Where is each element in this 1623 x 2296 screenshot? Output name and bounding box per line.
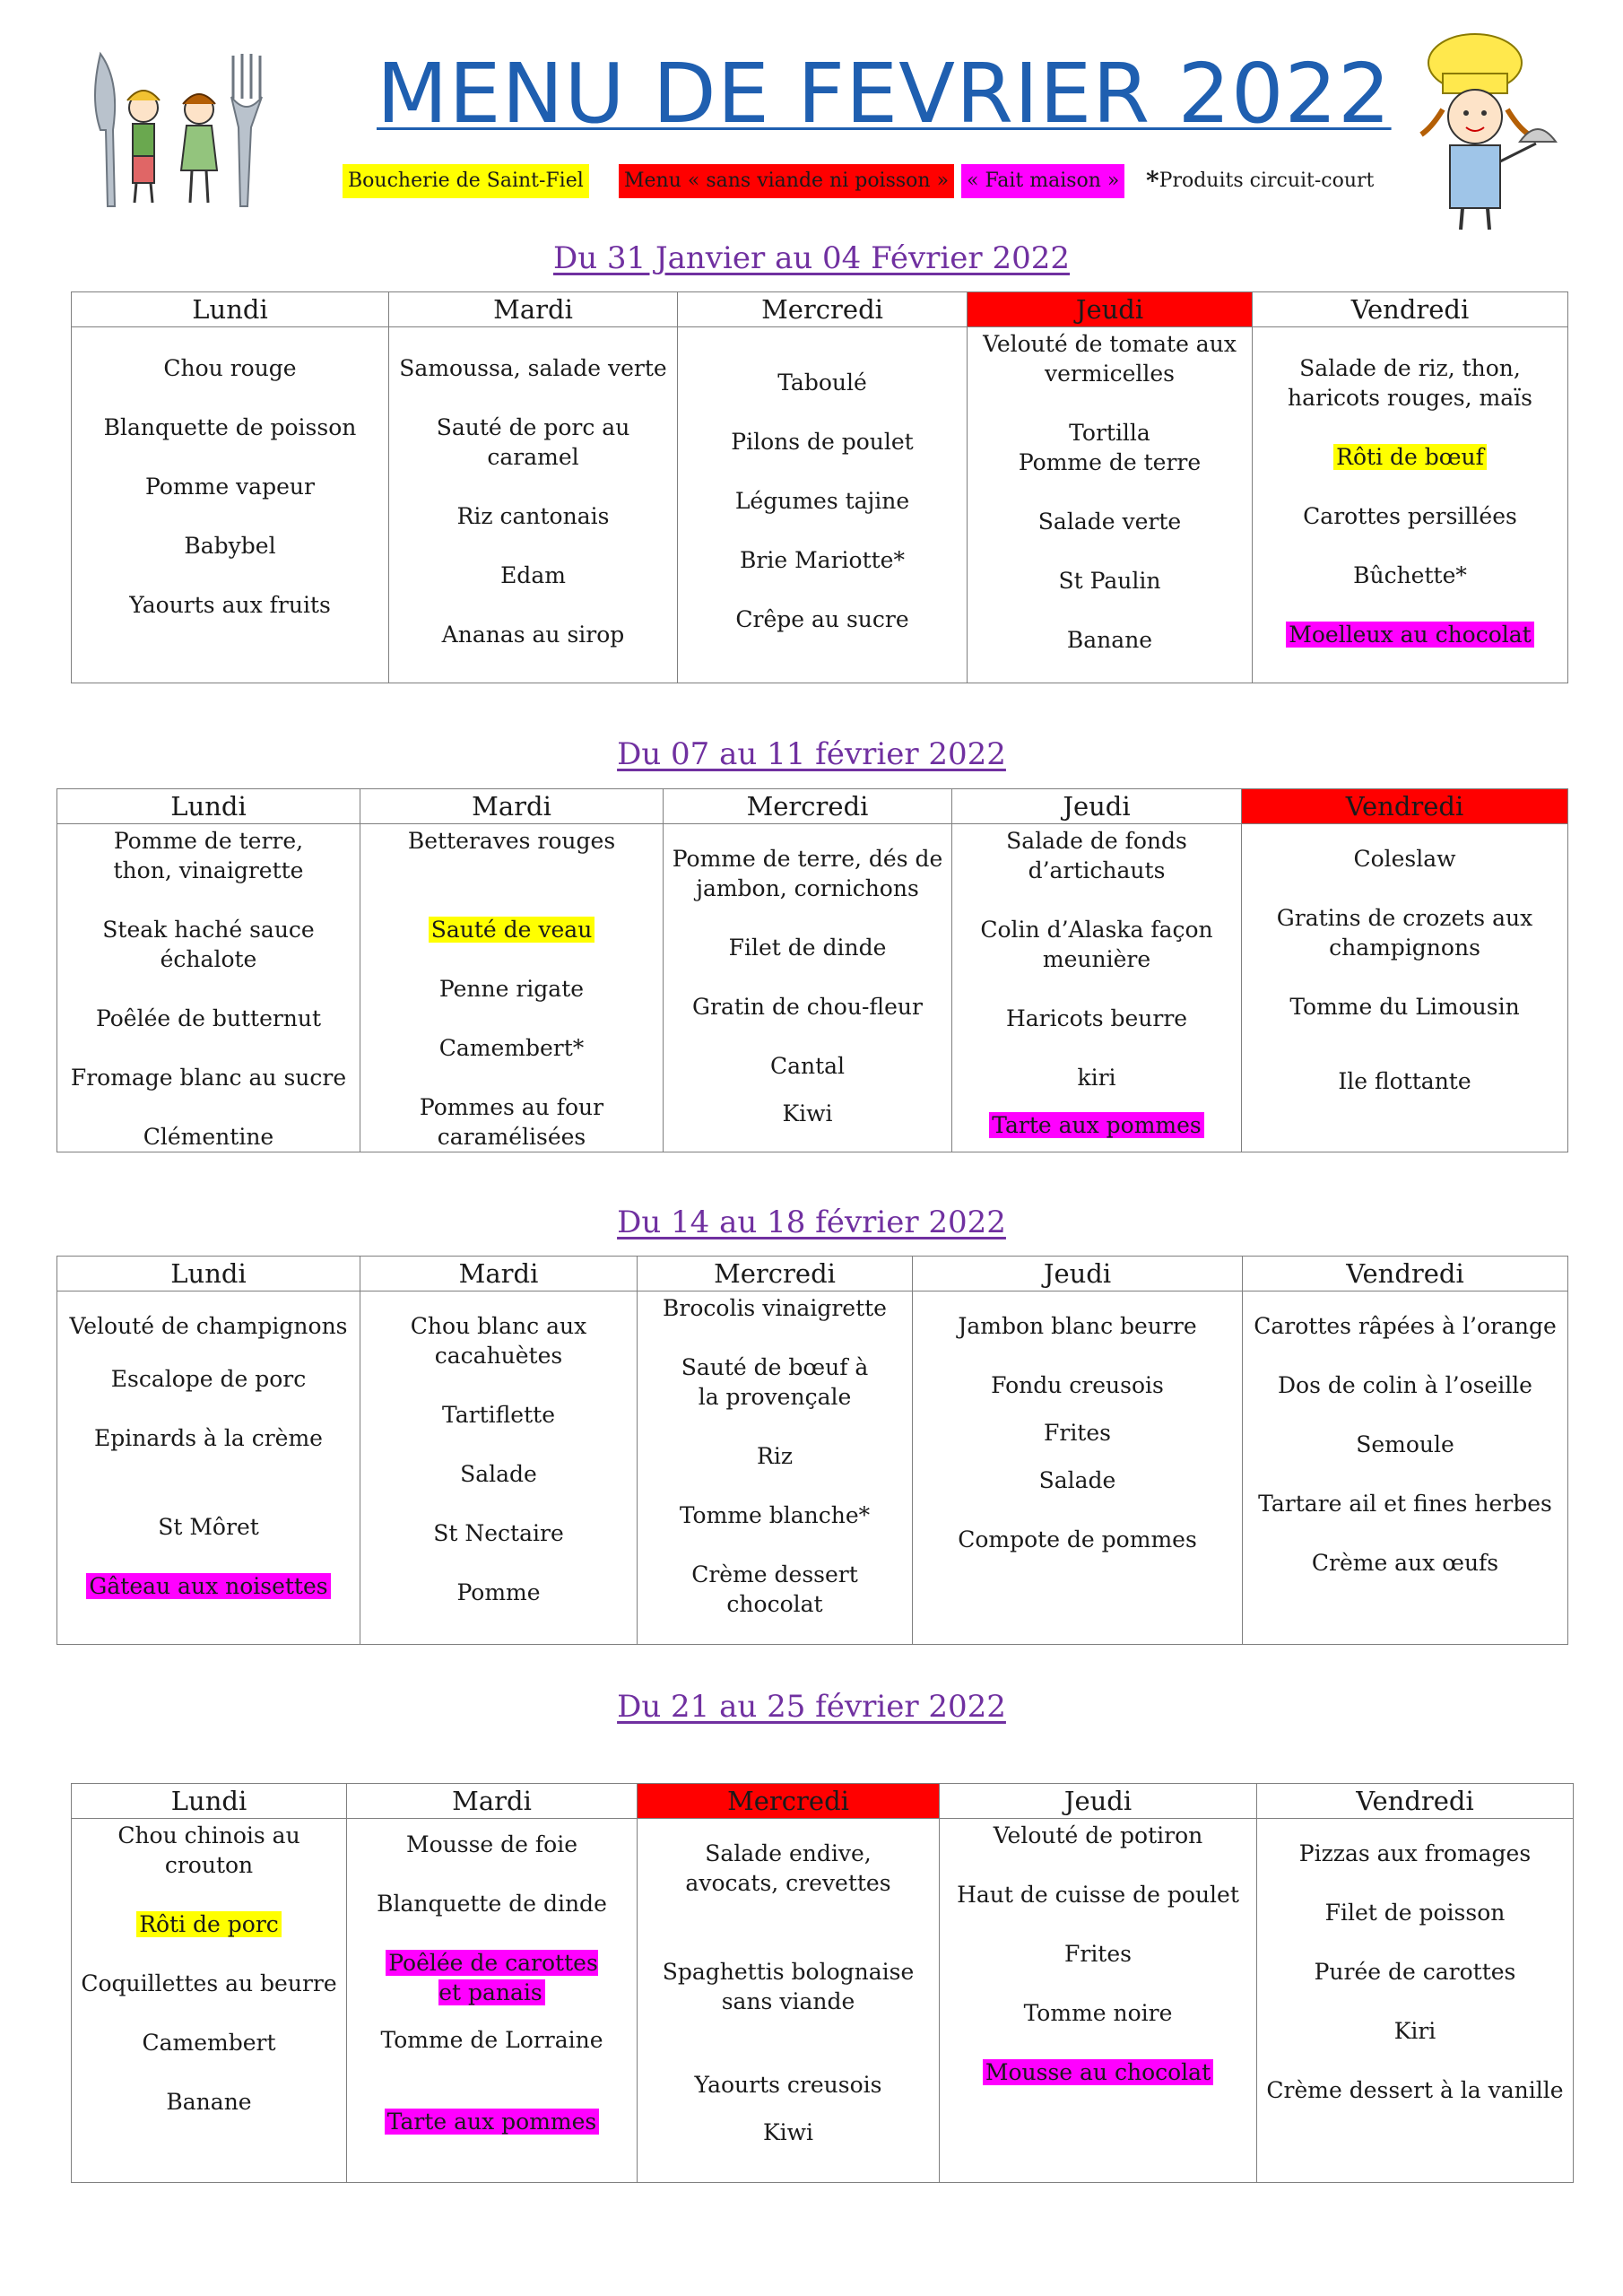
menu-item: Crêpe au sucre: [735, 606, 909, 632]
week-3-table: [56, 1256, 1568, 1645]
menu-item-fait-maison: Moelleux au chocolat: [1286, 622, 1533, 648]
menu-item: Crème dessert chocolat: [691, 1561, 858, 1617]
menu-item: Fromage blanc au sucre: [70, 1065, 347, 1091]
menu-item: Bûchette*: [1353, 562, 1467, 588]
week-1-table: [71, 291, 1568, 683]
menu-item: Betteraves rouges: [407, 828, 616, 854]
menu-item: Compote de pommes: [958, 1526, 1197, 1552]
menu-item: Colin d’Alaska façon meunière: [980, 917, 1213, 972]
menu-item: Chou blanc aux cacahuètes: [410, 1313, 587, 1369]
menu-cell: [913, 1292, 1243, 1645]
menu-cell: [389, 327, 678, 683]
menu-item: Tomme blanche*: [679, 1502, 871, 1528]
menu-item: Poêlée de butternut: [95, 1005, 322, 1031]
menu-item: Mousse de foie: [406, 1831, 577, 1857]
menu-item: Tomme de Lorraine: [380, 2027, 603, 2053]
legend-boucherie: Boucherie de Saint-Fiel: [343, 164, 589, 198]
menu-cell: [72, 327, 389, 683]
menu-item: Banane: [1066, 627, 1153, 653]
legend-circuit-court-label: Produits circuit-court: [1159, 170, 1375, 192]
menu-item: Chou rouge: [163, 355, 297, 381]
menu-item: Kiwi: [782, 1100, 833, 1126]
menu-item: Purée de carottes: [1314, 1959, 1516, 1985]
menu-item-fait-maison: Poêlée de carottes et panais: [386, 1950, 598, 2005]
menu-item: Taboulé: [777, 370, 867, 396]
menu-item: Tortilla: [1069, 420, 1150, 446]
menu-item-fait-maison: Tarte aux pommes: [385, 2109, 600, 2135]
day-header-mardi: Mardi: [360, 1257, 638, 1292]
menu-item: Crème dessert à la vanille: [1266, 2077, 1564, 2103]
menu-item: kiri: [1077, 1065, 1116, 1091]
menu-item: Salade: [460, 1461, 537, 1487]
day-header-vendredi: Vendredi: [1257, 1784, 1574, 1819]
menu-item: Semoule: [1356, 1431, 1454, 1457]
menu-item: Filet de dinde: [728, 935, 887, 961]
menu-item-boucherie: Rôti de bœuf: [1333, 444, 1487, 470]
legend-fait-maison: « Fait maison »: [961, 164, 1124, 198]
menu-cell: [1257, 1819, 1574, 2183]
menu-item: Sauté de porc au caramel: [436, 414, 630, 470]
day-header-jeudi: Jeudi: [913, 1257, 1243, 1292]
menu-item: Velouté de potiron: [993, 1822, 1203, 1848]
menu-item: Pomme vapeur: [145, 474, 315, 500]
menu-item: Crème aux œufs: [1311, 1550, 1499, 1576]
menu-item: Tartare ail et fines herbes: [1258, 1491, 1552, 1517]
menu-item: Riz: [757, 1443, 793, 1469]
chef-girl-illustration: [1385, 27, 1565, 233]
page-title: MENU DE FEVRIER 2022: [377, 46, 1392, 142]
menu-item: Pomme de terre: [1018, 449, 1202, 475]
menu-item-boucherie: Sauté de veau: [429, 917, 595, 943]
menu-item: Yaourts creusois: [694, 2072, 882, 2098]
menu-item: Cantal: [769, 1053, 846, 1079]
menu-item-fait-maison: Gâteau aux noisettes: [86, 1573, 330, 1599]
day-header-jeudi: Jeudi: [940, 1784, 1257, 1819]
day-header-vendredi: Vendredi: [1242, 789, 1568, 824]
menu-item: Ananas au sirop: [441, 622, 625, 648]
menu-item: Salade de fonds d’artichauts: [1006, 828, 1187, 883]
menu-item: Escalope de porc: [110, 1366, 307, 1392]
menu-item: Velouté de tomate aux vermicelles: [983, 331, 1237, 387]
menu-item: Blanquette de dinde: [377, 1891, 607, 1917]
day-header-mercredi: Mercredi: [678, 292, 968, 327]
menu-item: Carottes râpées à l’orange: [1254, 1313, 1557, 1339]
menu-item: Spaghettis bolognaise sans viande: [662, 1959, 915, 2014]
day-header-lundi: Lundi: [57, 789, 360, 824]
menu-item: Epinards à la crème: [94, 1425, 323, 1451]
menu-cell: [1253, 327, 1568, 683]
menu-item: Pomme de terre, thon, vinaigrette: [113, 828, 304, 883]
menu-cell: [72, 1819, 347, 2183]
menu-cell: [638, 1819, 940, 2183]
day-header-mardi: Mardi: [389, 292, 678, 327]
menu-item: Filet de poisson: [1324, 1900, 1506, 1926]
day-header-mardi: Mardi: [347, 1784, 638, 1819]
menu-item: Tomme du Limousin: [1289, 994, 1520, 1020]
legend-sans-viande: Menu « sans viande ni poisson »: [619, 164, 954, 198]
week-3-title: Du 14 au 18 février 2022: [617, 1205, 1006, 1240]
menu-item: Banane: [166, 2089, 252, 2115]
menu-cell: [940, 1819, 1257, 2183]
day-header-lundi: Lundi: [57, 1257, 360, 1292]
week-4-table: [71, 1783, 1574, 2183]
menu-item: Pizzas aux fromages: [1298, 1840, 1532, 1866]
menu-item: Steak haché sauce échalote: [102, 917, 315, 972]
menu-cell: [57, 824, 360, 1152]
menu-item-fait-maison: Tarte aux pommes: [989, 1112, 1204, 1138]
menu-item: Dos de colin à l’oseille: [1278, 1372, 1532, 1398]
menu-item: Salade verte: [1037, 509, 1182, 535]
menu-cell: [1243, 1292, 1568, 1645]
menu-item: Frites: [1044, 1420, 1111, 1446]
menu-item: Kiri: [1393, 2018, 1436, 2044]
menu-item: Coquillettes au beurre: [81, 1970, 337, 1996]
menu-item: Penne rigate: [438, 976, 585, 1002]
menu-item: Velouté de champignons: [69, 1313, 348, 1339]
menu-item: Sauté de bœuf à la provençale: [681, 1354, 869, 1410]
menu-item: Gratin de chou-fleur: [692, 994, 923, 1020]
menu-item: Frites: [1064, 1941, 1132, 1967]
day-header-vendredi: Vendredi: [1253, 292, 1568, 327]
menu-item-fait-maison: Mousse au chocolat: [983, 2059, 1213, 2085]
menu-item: Blanquette de poisson: [103, 414, 357, 440]
week-1-title: Du 31 Janvier au 04 Février 2022: [552, 240, 1071, 276]
day-header-jeudi: Jeudi: [952, 789, 1242, 824]
menu-cell: [638, 1292, 913, 1645]
menu-item: Carottes persillées: [1303, 503, 1517, 529]
menu-item: Fondu creusois: [991, 1372, 1164, 1398]
menu-cell: [57, 1292, 360, 1645]
menu-item: Pommes au four caramélisées: [419, 1094, 604, 1150]
menu-item: Pilons de poulet: [731, 429, 914, 455]
menu-cell: [1242, 824, 1568, 1152]
menu-item: Chou chinois au crouton: [117, 1822, 300, 1878]
menu-item: Brie Mariotte*: [740, 547, 905, 573]
menu-item: Légumes tajine: [734, 488, 910, 514]
menu-item: St Môret: [158, 1514, 259, 1540]
menu-item: Brocolis vinaigrette: [663, 1295, 887, 1321]
day-header-lundi: Lundi: [72, 292, 389, 327]
day-header-mercredi: Mercredi: [638, 1784, 940, 1819]
day-header-mardi: Mardi: [360, 789, 664, 824]
day-header-mercredi: Mercredi: [664, 789, 952, 824]
menu-item: Babybel: [184, 533, 276, 559]
day-header-jeudi: Jeudi: [968, 292, 1253, 327]
menu-item: Haut de cuisse de poulet: [957, 1882, 1239, 1908]
menu-cell: [952, 824, 1242, 1152]
menu-item: Camembert*: [438, 1035, 585, 1061]
week-2-title: Du 07 au 11 février 2022: [617, 736, 1006, 772]
menu-item: Edam: [500, 562, 566, 588]
menu-item: Samoussa, salade verte: [399, 355, 667, 381]
menu-item: Tartiflette: [442, 1402, 555, 1428]
menu-item: Salade endive, avocats, crevettes: [685, 1840, 891, 1896]
menu-item: Clémentine: [143, 1124, 274, 1150]
menu-item: Haricots beurre: [1005, 1005, 1188, 1031]
menu-item-boucherie: Rôti de porc: [136, 1911, 282, 1937]
menu-cell: [347, 1819, 638, 2183]
menu-item: Yaourts aux fruits: [129, 592, 331, 618]
menu-item: St Nectaire: [433, 1520, 564, 1546]
menu-item: Camembert: [142, 2030, 276, 2056]
menu-item: Salade de riz, thon, haricots rouges, maïs: [1288, 355, 1532, 411]
kids-cutlery-illustration: [81, 45, 278, 215]
menu-item: Gratins de crozets aux champignons: [1276, 905, 1533, 961]
day-header-lundi: Lundi: [72, 1784, 347, 1819]
menu-item: Tomme noire: [1023, 2000, 1173, 2026]
day-header-vendredi: Vendredi: [1243, 1257, 1568, 1292]
menu-cell: [664, 824, 952, 1152]
menu-cell: [360, 1292, 638, 1645]
menu-item: Salade: [1038, 1467, 1116, 1493]
week-2-table: [56, 788, 1568, 1152]
menu-cell: [968, 327, 1253, 683]
day-header-mercredi: Mercredi: [638, 1257, 913, 1292]
menu-cell: [678, 327, 968, 683]
menu-item: Kiwi: [762, 2119, 814, 2145]
menu-item: St Paulin: [1058, 568, 1161, 594]
menu-item: Riz cantonais: [456, 503, 610, 529]
menu-item: Ile flottante: [1338, 1068, 1471, 1094]
legend-circuit-court: [1146, 164, 1374, 198]
week-4-title: Du 21 au 25 février 2022: [617, 1689, 1006, 1725]
menu-cell: [360, 824, 664, 1152]
menu-item: Pomme: [456, 1579, 541, 1605]
circuit-court-mark: *: [1146, 166, 1159, 196]
menu-item: Coleslaw: [1353, 846, 1456, 872]
menu-item: Jambon blanc beurre: [958, 1313, 1197, 1339]
menu-item: Pomme de terre, dés de jambon, cornichons: [672, 846, 943, 901]
